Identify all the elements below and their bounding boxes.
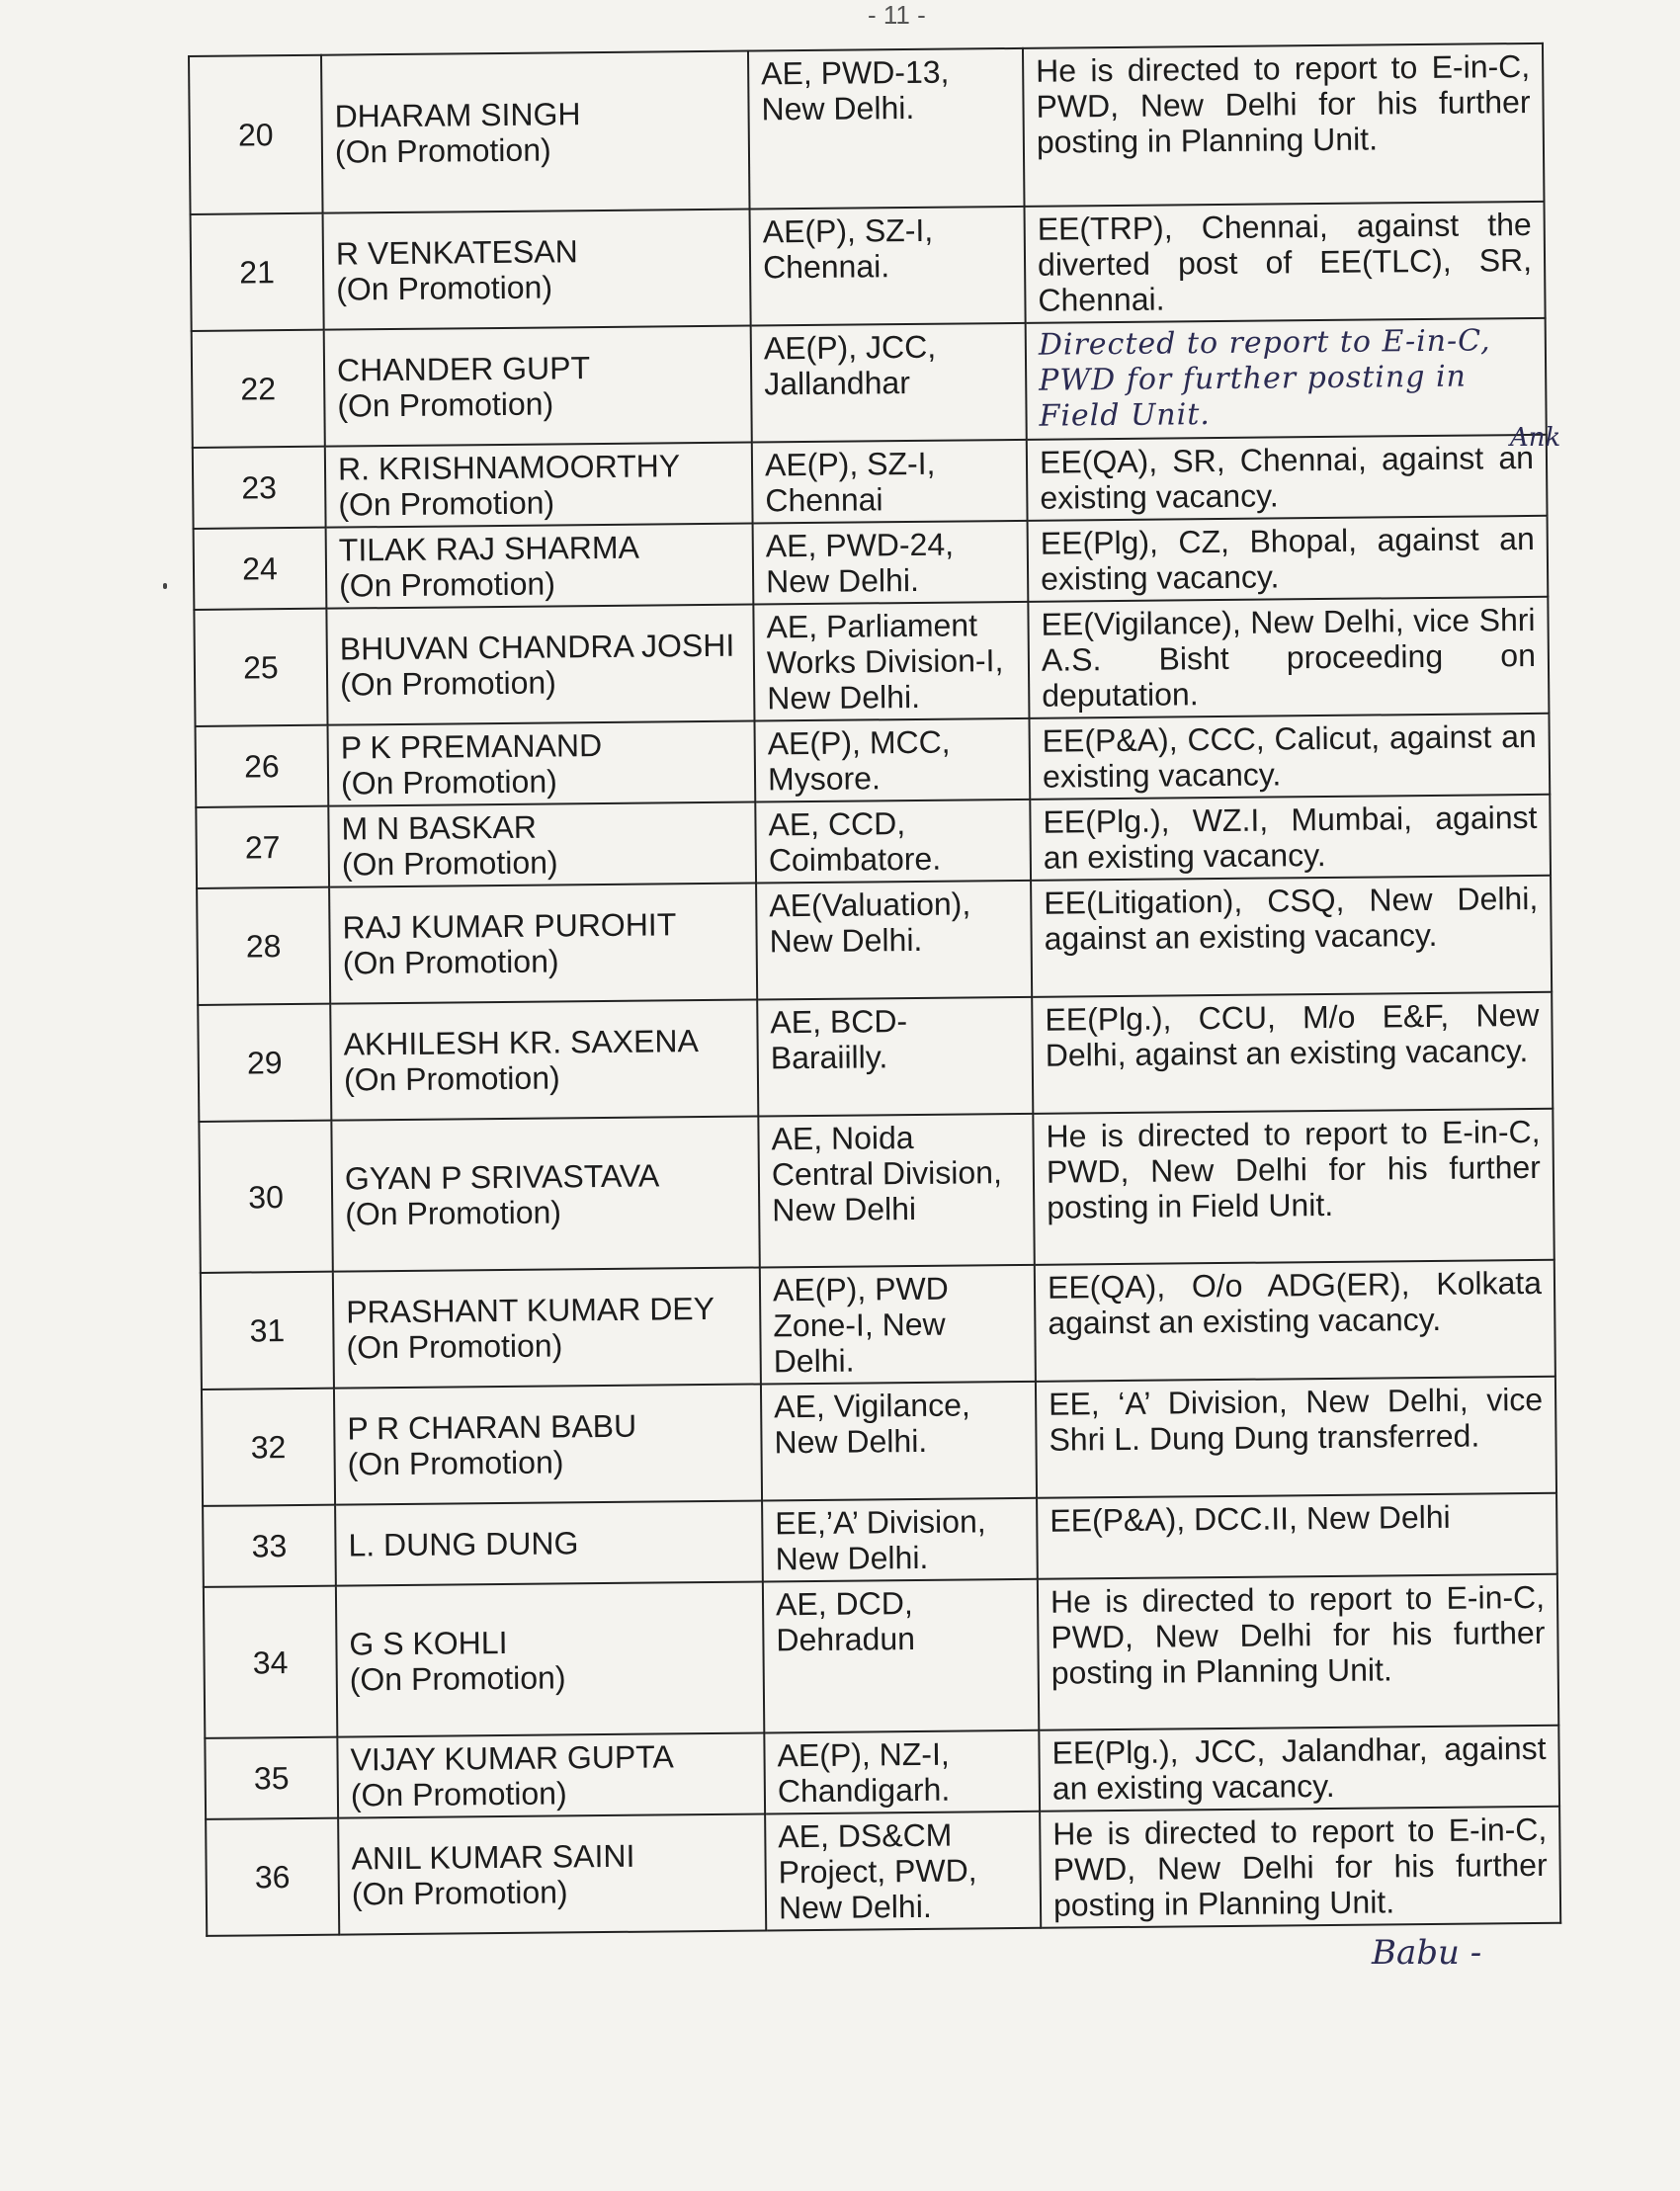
- new-posting: EE(TRP), Chennai, against the diverted post of EE(TLC), SR, Chennai.: [1025, 202, 1546, 323]
- present-posting: AE(P), NZ-I, Chandigarh.: [764, 1730, 1040, 1814]
- serial-number: 21: [191, 213, 324, 331]
- officer-name-cell: [338, 1813, 766, 1934]
- officer-name-cell: [324, 326, 752, 447]
- serial-number: 26: [196, 725, 329, 807]
- serial-number: 29: [198, 1004, 331, 1122]
- promotion-note: (On Promotion): [338, 565, 556, 604]
- promotion-note: (On Promotion): [337, 385, 554, 424]
- officer-name: GYAN P SRIVASTAVA: [344, 1156, 660, 1197]
- promotion-note: (On Promotion): [342, 943, 559, 981]
- officer-name: R. KRISHNAMOORTHY: [337, 448, 681, 487]
- officer-name: P R CHARAN BABU: [347, 1407, 637, 1447]
- promotion-note: (On Promotion): [345, 1193, 562, 1232]
- new-posting: He is directed to report to E-in-C, PWD, New Delhi for his further posting in Planning Unit.: [1040, 1807, 1560, 1928]
- officer-name-cell: [321, 51, 750, 213]
- serial-number: 25: [194, 609, 327, 726]
- present-posting: AE(Valuation), New Delhi.: [756, 881, 1032, 1000]
- officer-name-cell: [331, 1117, 759, 1272]
- serial-number: 33: [203, 1505, 336, 1587]
- promotion-note: (On Promotion): [351, 1874, 568, 1912]
- serial-number: 32: [202, 1389, 335, 1506]
- officer-name: CHANDER GUPT: [336, 350, 591, 388]
- table-row: [205, 1726, 1559, 1819]
- present-posting: AE, PWD-24, New Delhi.: [753, 521, 1029, 605]
- officer-name-cell: [330, 1000, 758, 1121]
- new-posting: He is directed to report to E-in-C, PWD, New Delhi for his further posting in Field Unit.: [1033, 1109, 1554, 1265]
- table-row: [197, 876, 1552, 1005]
- promotion-note: (On Promotion): [336, 269, 553, 307]
- serial-number: 31: [201, 1272, 334, 1390]
- table-row: [201, 1260, 1555, 1390]
- officer-name-cell: [329, 884, 757, 1004]
- officer-name-cell: [336, 1581, 764, 1736]
- serial-number: 34: [204, 1586, 337, 1738]
- table-row: [199, 1109, 1554, 1273]
- new-posting: EE(Plg), CZ, Bhopal, against an existing vacancy.: [1028, 516, 1549, 602]
- table-row: [189, 43, 1544, 214]
- promotion-note: (On Promotion): [341, 844, 558, 883]
- table-row: [196, 795, 1551, 888]
- new-posting: EE(Plg.), WZ.I, Mumbai, against an existing vacancy.: [1030, 795, 1551, 881]
- officer-name: PRASHANT KUMAR DEY: [346, 1290, 715, 1330]
- table-row: [198, 992, 1553, 1122]
- handwritten-initial: Ank: [1510, 423, 1561, 453]
- table-row: [206, 1807, 1560, 1936]
- officer-name: P K PREMANAND: [340, 727, 603, 766]
- officer-name: ANIL KUMAR SAINI: [351, 1837, 635, 1877]
- officer-name-cell: [326, 605, 754, 725]
- new-posting: EE(Plg.), JCC, Jalandhar, against an existing vacancy.: [1039, 1726, 1559, 1812]
- present-posting: AE(P), SZ-I, Chennai.: [750, 207, 1026, 326]
- promotion-note: (On Promotion): [349, 1658, 566, 1698]
- promotion-note: (On Promotion): [346, 1327, 563, 1366]
- officer-name: BHUVAN CHANDRA JOSHI: [339, 627, 735, 667]
- officer-name: M N BASKAR: [341, 808, 538, 847]
- new-posting: EE(Litigation), CSQ, New Delhi, against an existing vacancy.: [1031, 876, 1552, 997]
- posting-table-body: [189, 43, 1560, 1936]
- new-posting: EE(Plg.), CCU, M/o E&F, New Delhi, against an existing vacancy.: [1032, 992, 1553, 1114]
- serial-number: 23: [193, 447, 326, 529]
- promotion-note: (On Promotion): [340, 763, 557, 801]
- officer-name-cell: [333, 1268, 761, 1389]
- table-row: [202, 1377, 1556, 1506]
- officer-name-cell: [326, 524, 754, 609]
- present-posting: AE(P), JCC, Jallandhar: [751, 323, 1027, 443]
- officer-name: R VENKATESAN: [335, 233, 578, 272]
- officer-name-cell: [325, 443, 753, 528]
- page-number-marker: - 11 -: [868, 0, 926, 30]
- serial-number: 22: [192, 330, 325, 448]
- officer-name: G S KOHLI: [349, 1624, 508, 1662]
- present-posting: AE, Vigilance, New Delhi.: [761, 1382, 1037, 1501]
- officer-name-cell: [337, 1732, 765, 1817]
- officer-name: DHARAM SINGH: [334, 96, 581, 134]
- officer-name: AKHILESH KR. SAXENA: [343, 1023, 700, 1062]
- table-row: [196, 714, 1551, 807]
- promotion-note: (On Promotion): [334, 131, 551, 170]
- new-posting: EE(QA), O/o ADG(ER), Kolkata against an existing vacancy.: [1035, 1260, 1555, 1382]
- present-posting: AE, Parliament Works Division-I, New Delhi.: [753, 602, 1029, 721]
- handwritten-posting-note: Directed to report to E-in-C, PWD for further posting in Field Unit.: [1026, 318, 1547, 440]
- present-posting: AE, PWD-13, New Delhi.: [748, 48, 1025, 210]
- officer-name: VIJAY KUMAR GUPTA: [350, 1738, 674, 1778]
- officer-name-cell: [328, 802, 756, 887]
- serial-number: 24: [194, 528, 327, 610]
- serial-number: 28: [197, 887, 330, 1005]
- present-posting: AE, CCD, Coimbatore.: [755, 800, 1031, 884]
- table-row: [192, 318, 1547, 448]
- promotion-note: (On Promotion): [347, 1444, 564, 1482]
- officer-name-cell: [334, 1384, 762, 1504]
- present-posting: AE, DS&CM Project, PWD, New Delhi.: [765, 1812, 1041, 1931]
- present-posting: AE(P), PWD Zone-I, New Delhi.: [760, 1265, 1036, 1385]
- officer-name: TILAK RAJ SHARMA: [338, 529, 640, 568]
- new-posting: EE(P&A), DCC.II, New Delhi: [1037, 1493, 1557, 1579]
- officer-name-cell: [335, 1500, 763, 1585]
- promotion-note: (On Promotion): [350, 1775, 567, 1813]
- table-row: [203, 1493, 1557, 1587]
- table-row: [204, 1574, 1558, 1738]
- posting-table: [188, 42, 1561, 1937]
- table-row: [194, 597, 1549, 726]
- table-row: [191, 202, 1546, 331]
- promotion-note: (On Promotion): [338, 484, 555, 523]
- new-posting: EE(Vigilance), New Delhi, vice Shri A.S. Bisht proceeding on deputation.: [1028, 597, 1549, 718]
- serial-number: 36: [206, 1818, 339, 1936]
- new-posting: EE(P&A), CCC, Calicut, against an existing vacancy.: [1029, 714, 1550, 800]
- serial-number: 30: [199, 1121, 332, 1273]
- officer-name-cell: [328, 721, 756, 806]
- new-posting: He is directed to report to E-in-C, PWD, New Delhi for his further posting in Planning Unit.: [1038, 1574, 1558, 1730]
- present-posting: AE, BCD-Baraiilly.: [757, 997, 1033, 1117]
- serial-number: 27: [196, 806, 329, 888]
- new-posting: EE(QA), SR, Chennai, against an existing vacancy.: [1027, 435, 1548, 521]
- handwritten-signature: Babu -: [1372, 1933, 1482, 1973]
- present-posting: AE(P), MCC, Mysore.: [754, 718, 1030, 802]
- new-posting: He is directed to report to E-in-C, PWD, New Delhi for his further posting in Planning Unit.: [1023, 43, 1545, 207]
- promotion-note: (On Promotion): [343, 1059, 560, 1098]
- present-posting: AE, DCD, Dehradun: [763, 1579, 1039, 1733]
- serial-number: 35: [205, 1737, 338, 1819]
- present-posting: EE,’A’ Division, New Delhi.: [762, 1498, 1038, 1582]
- new-posting: EE, ‘A’ Division, New Delhi, vice Shri L. Dung Dung transferred.: [1036, 1377, 1556, 1498]
- table-row: [194, 516, 1549, 610]
- present-posting: AE, Noida Central Division, New Delhi: [758, 1114, 1034, 1268]
- promotion-note: (On Promotion): [339, 664, 557, 703]
- serial-number: 20: [189, 55, 323, 214]
- officer-name: RAJ KUMAR PUROHIT: [342, 906, 677, 946]
- scan-speck: [163, 583, 167, 589]
- present-posting: AE(P), SZ-I, Chennai: [752, 440, 1028, 524]
- officer-name: L. DUNG DUNG: [348, 1525, 579, 1563]
- officer-name-cell: [323, 210, 751, 330]
- table-row: [193, 435, 1548, 529]
